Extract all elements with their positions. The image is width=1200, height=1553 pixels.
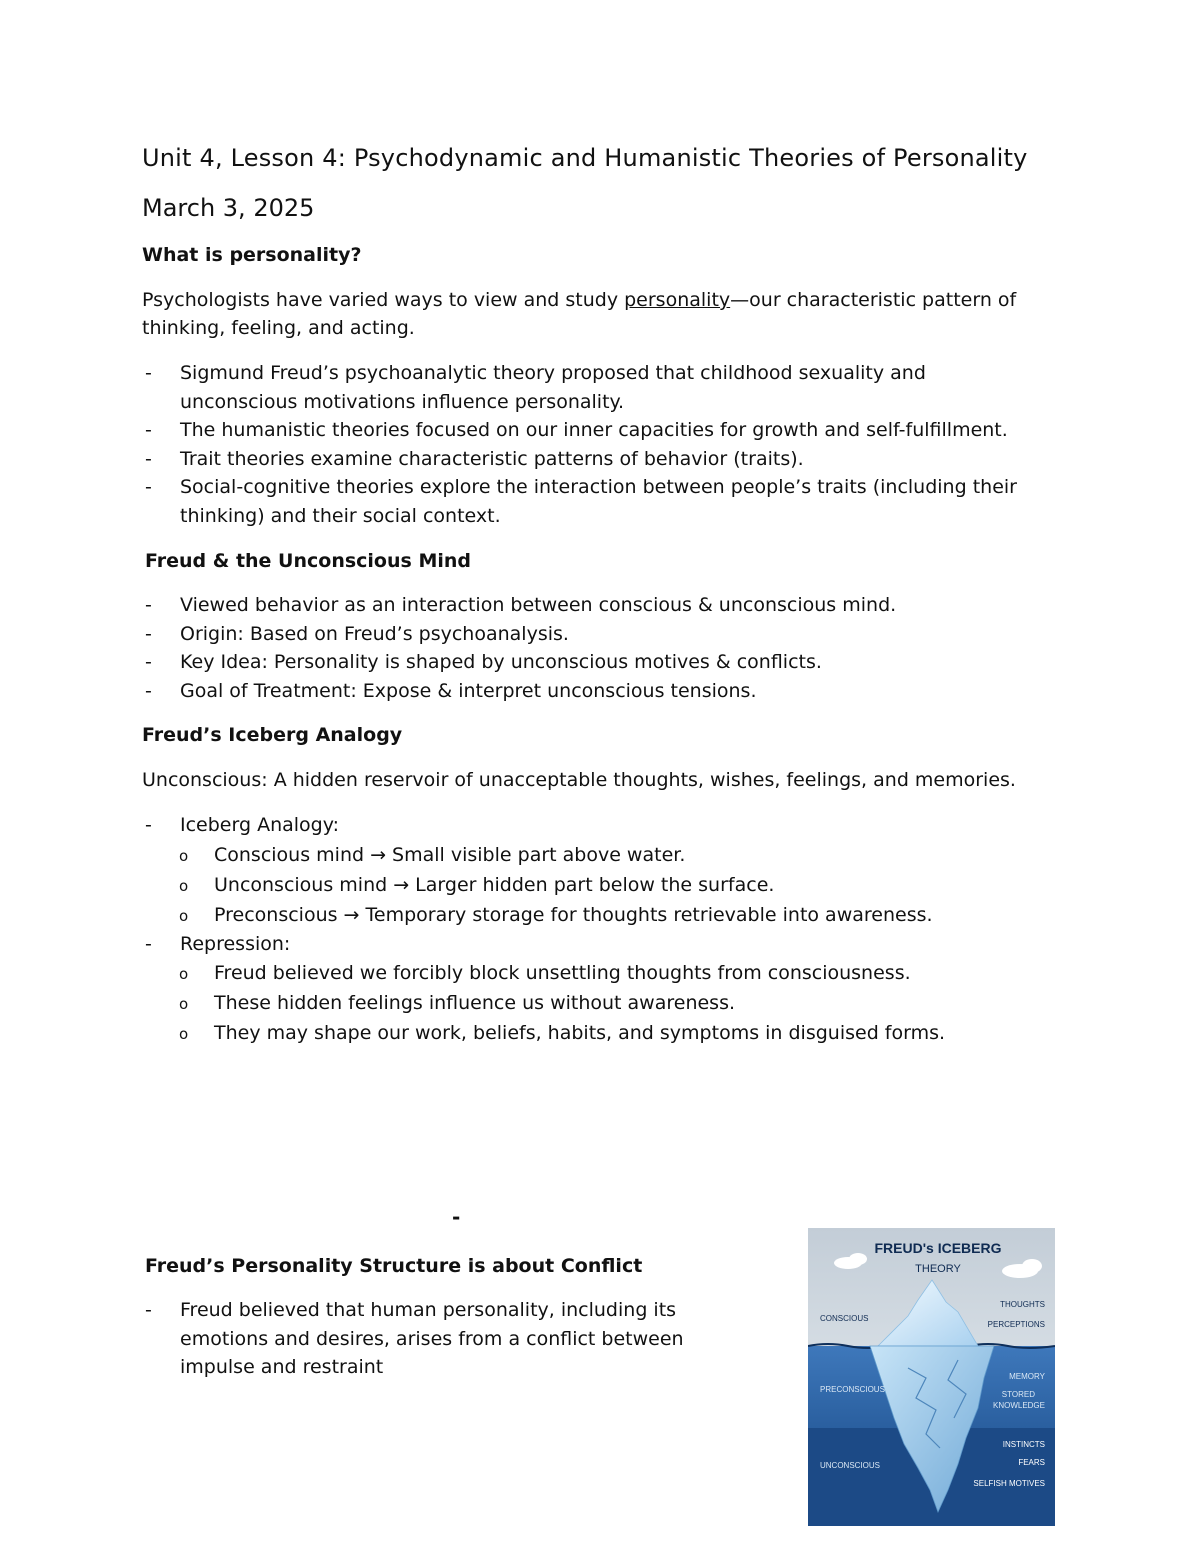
personality-intro — [142, 286, 1032, 342]
unconscious-list — [142, 591, 1062, 705]
list-item: - Goal of Treatment: Expose & interpret unconscious tensions. — [142, 677, 1062, 706]
intro-text-cont: —our characteristic pattern of thinking, feeling, and acting. — [142, 289, 1017, 339]
label-preconscious: PRECONSCIOUS — [820, 1385, 885, 1394]
sublist-item: o Conscious mind → Small visible part above water. — [142, 840, 1062, 870]
list-item: - Sigmund Freud’s psychoanalytic theory proposed that childhood sexuality and unconscious motivations influence personality. — [142, 359, 1042, 416]
list-item: - Key Idea: Personality is shaped by unconscious motives & conflicts. — [142, 648, 1062, 677]
theories-list — [142, 359, 1042, 530]
section-heading-conflict: Freud’s Personality Structure is about Conflict — [145, 1255, 643, 1277]
list-item: - Social-cognitive theories explore the interaction between people’s traits (including their thinking) and their social context. — [142, 473, 1042, 530]
label-selfish-motives: SELFISH MOTIVES — [973, 1479, 1045, 1488]
label-knowledge: KNOWLEDGE — [992, 1401, 1045, 1410]
freud-iceberg-figure — [808, 1228, 1055, 1526]
list-item: - The humanistic theories focused on our inner capacities for growth and self-fulfillment. — [142, 416, 1042, 445]
section-heading-iceberg: Freud’s Iceberg Analogy — [142, 724, 403, 746]
iceberg-sublist — [142, 840, 1062, 930]
unconscious-definition: Unconscious: A hidden reservoir of unacceptable thoughts, wishes, feelings, and memories. — [142, 769, 1016, 791]
list-item: - Origin: Based on Freud’s psychoanalysis. — [142, 620, 1062, 649]
label-perceptions: PERCEPTIONS — [987, 1320, 1045, 1329]
figure-title: FREUD's ICEBERG — [874, 1240, 1002, 1256]
page-title: Unit 4, Lesson 4: Psychodynamic and Humanistic Theories of Personality — [142, 144, 1028, 172]
iceberg-label: Iceberg Analogy: — [180, 814, 339, 836]
label-stored: STORED — [1001, 1390, 1035, 1399]
sublist-item: o Unconscious mind → Larger hidden part below the surface. — [142, 870, 1062, 900]
stray-dash: - — [452, 1205, 461, 1229]
label-unconscious: UNCONSCIOUS — [820, 1461, 881, 1470]
label-thoughts: THOUGHTS — [1000, 1300, 1045, 1309]
sublist-item: o These hidden feelings influence us without awareness. — [142, 988, 1062, 1018]
figure-subtitle: THEORY — [915, 1263, 961, 1275]
conflict-section — [145, 1252, 785, 1382]
section-heading-personality: What is personality? — [142, 244, 362, 266]
document-page — [142, 140, 1062, 1048]
list-item — [142, 811, 1062, 930]
sublist-item: o Preconscious → Temporary storage for thoughts retrievable into awareness. — [142, 900, 1062, 930]
page-date: March 3, 2025 — [142, 194, 315, 222]
label-memory: MEMORY — [1009, 1372, 1045, 1381]
iceberg-list — [142, 811, 1062, 1048]
label-fears: FEARS — [1018, 1458, 1045, 1467]
conflict-list — [145, 1296, 760, 1382]
intro-text: Psychologists have varied ways to view and study — [142, 289, 625, 311]
sublist-item: o They may shape our work, beliefs, habits, and symptoms in disguised forms. — [142, 1018, 1062, 1048]
label-conscious: CONSCIOUS — [820, 1314, 869, 1323]
list-item: - Trait theories examine characteristic patterns of behavior (traits). — [142, 445, 1042, 474]
repression-label: Repression: — [180, 932, 291, 955]
list-item — [142, 930, 1062, 1049]
personality-term-link[interactable]: personality — [624, 289, 731, 311]
list-item: - Freud believed that human personality, including its emotions and desires, arises from a conflict between impulse and restraint — [142, 1296, 760, 1382]
repression-sublist — [142, 958, 1062, 1048]
sublist-item: o Freud believed we forcibly block unsettling thoughts from consciousness. — [142, 958, 1062, 988]
section-heading-unconscious: Freud & the Unconscious Mind — [145, 550, 471, 572]
label-instincts: INSTINCTS — [1002, 1440, 1045, 1449]
list-item: - Viewed behavior as an interaction between conscious & unconscious mind. — [142, 591, 1062, 620]
